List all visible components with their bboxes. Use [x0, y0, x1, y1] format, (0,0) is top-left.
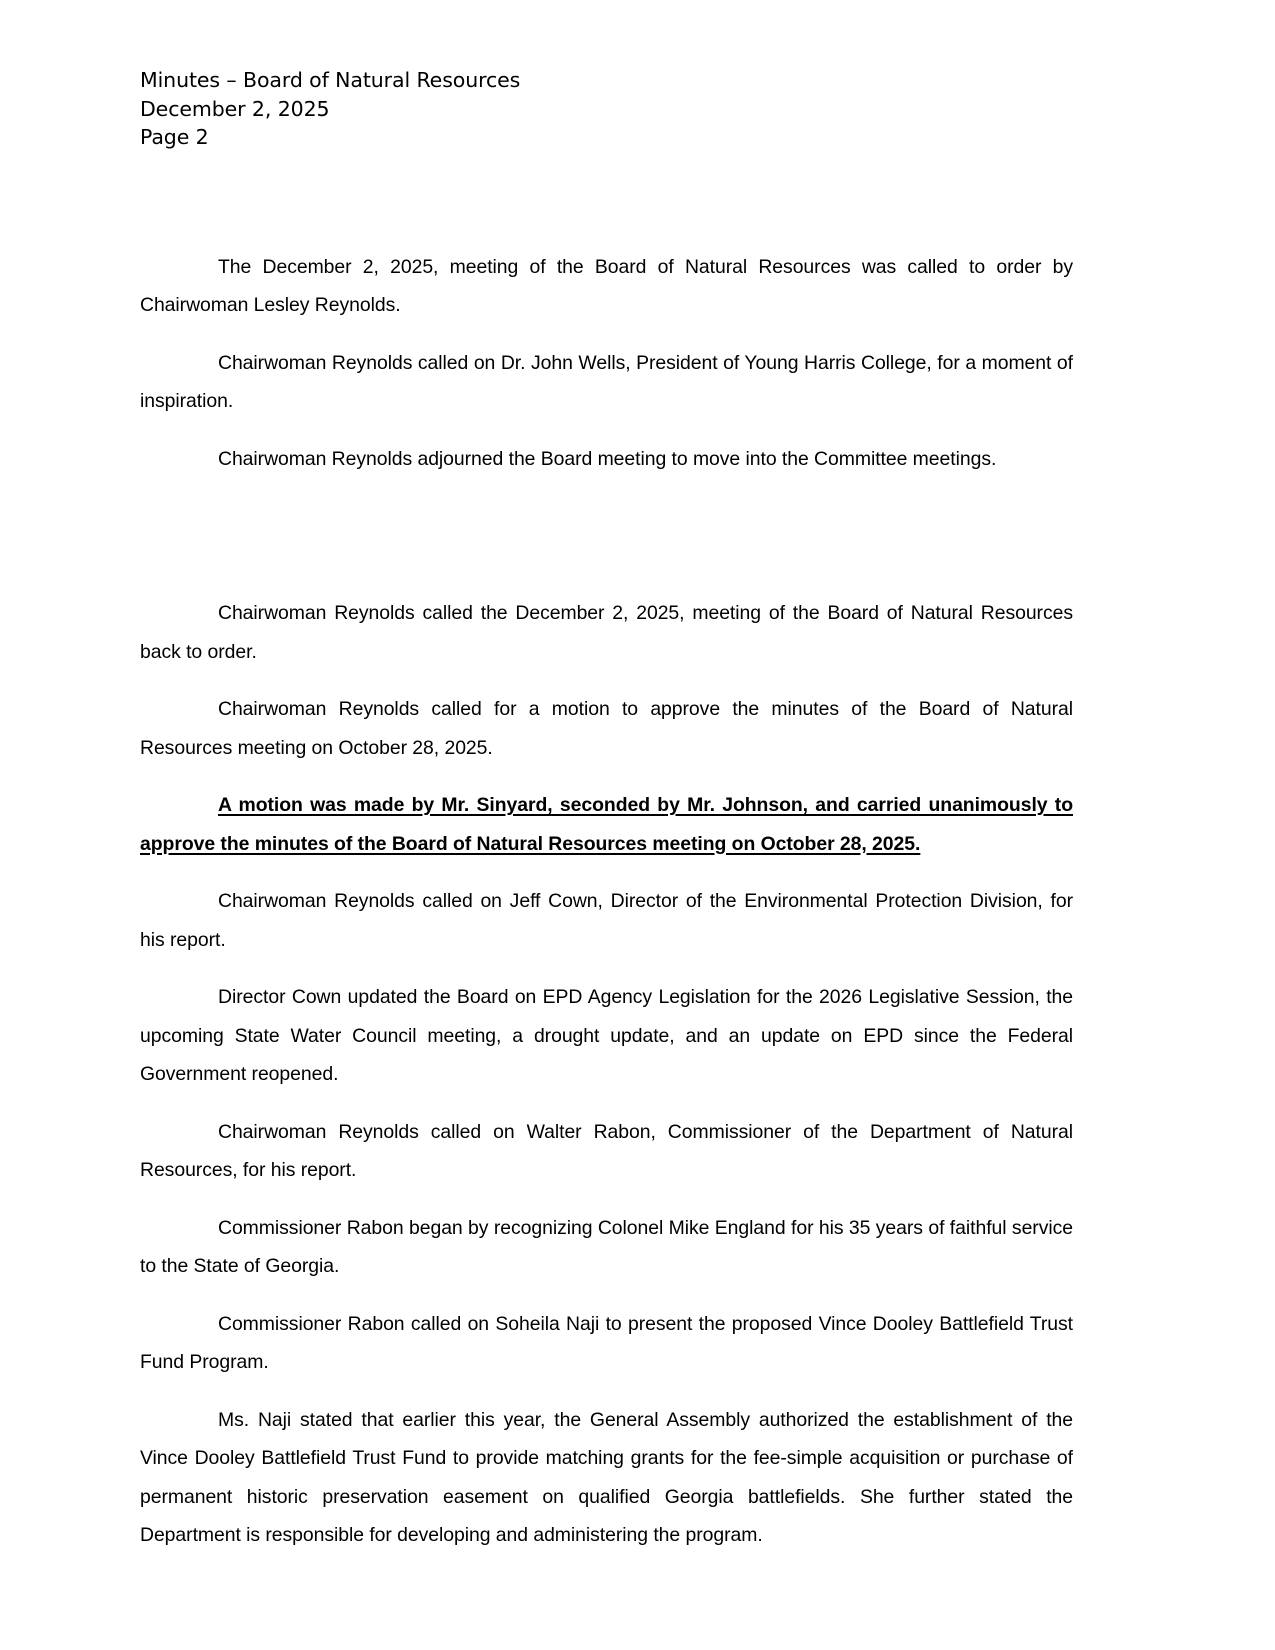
section-opening-session	[140, 248, 1073, 479]
paragraph-call-jeff-cown: Chairwoman Reynolds called on Jeff Cown, Director of the Environmental Protection Division, for his report.	[140, 890, 1073, 951]
paragraph-call-for-motion: Chairwoman Reynolds called for a motion to approve the minutes of the Board of Natural Resources meeting on October 28, 2025.	[140, 698, 1073, 759]
paragraph-moment-of-inspiration: Chairwoman Reynolds called on Dr. John Wells, President of Young Harris College, for a moment of inspiration.	[140, 351, 1073, 412]
document-header	[140, 0, 1073, 152]
header-page-number-line: Page 2	[140, 125, 209, 149]
paragraph-cown-report: Director Cown updated the Board on EPD Agency Legislation for the 2026 Legislative Session, the upcoming State Water Council meeting, a drought update, and an update on EPD since the Federal Government reopened.	[140, 986, 1073, 1085]
paragraph-naji-statement: Ms. Naji stated that earlier this year, the General Assembly authorized the establishment of the Vince Dooley Battlefield Trust Fund to provide matching grants for the fee-simple acquisition or purchase of permanent historic preservation easement on qualified Georgia battlefields. She further stated the Department is responsible for developing and administering the program.	[140, 1408, 1073, 1546]
paragraph-motion-approved: A motion was made by Mr. Sinyard, seconded by Mr. Johnson, and carried unanimously to approve the minutes of the Board of Natural Resources meeting on October 28, 2025.	[140, 794, 1073, 855]
paragraph-adjourn-to-committee: Chairwoman Reynolds adjourned the Board meeting to move into the Committee meetings.	[218, 447, 997, 470]
paragraph-back-to-order: Chairwoman Reynolds called the December 2, 2025, meeting of the Board of Natural Resources back to order.	[140, 602, 1073, 663]
header-date-line: December 2, 2025	[140, 96, 330, 121]
section-reconvened-session	[140, 594, 1073, 1555]
committee-meeting-recess-gap	[140, 478, 1073, 594]
page-content-column	[140, 0, 1073, 1555]
paragraph-call-soheila-naji: Commissioner Rabon called on Soheila Naji to present the proposed Vince Dooley Battlefield Trust Fund Program.	[140, 1312, 1073, 1373]
header-title-line: Minutes – Board of Natural Resources	[140, 68, 521, 92]
paragraph-call-walter-rabon: Chairwoman Reynolds called on Walter Rabon, Commissioner of the Department of Natural Resources, for his report.	[140, 1120, 1073, 1181]
document-body	[140, 248, 1073, 1555]
paragraph-call-to-order: The December 2, 2025, meeting of the Board of Natural Resources was called to order by Chairwoman Lesley Reynolds.	[140, 255, 1073, 316]
paragraph-rabon-recognition: Commissioner Rabon began by recognizing Colonel Mike England for his 35 years of faithful service to the State of Georgia.	[140, 1216, 1073, 1277]
